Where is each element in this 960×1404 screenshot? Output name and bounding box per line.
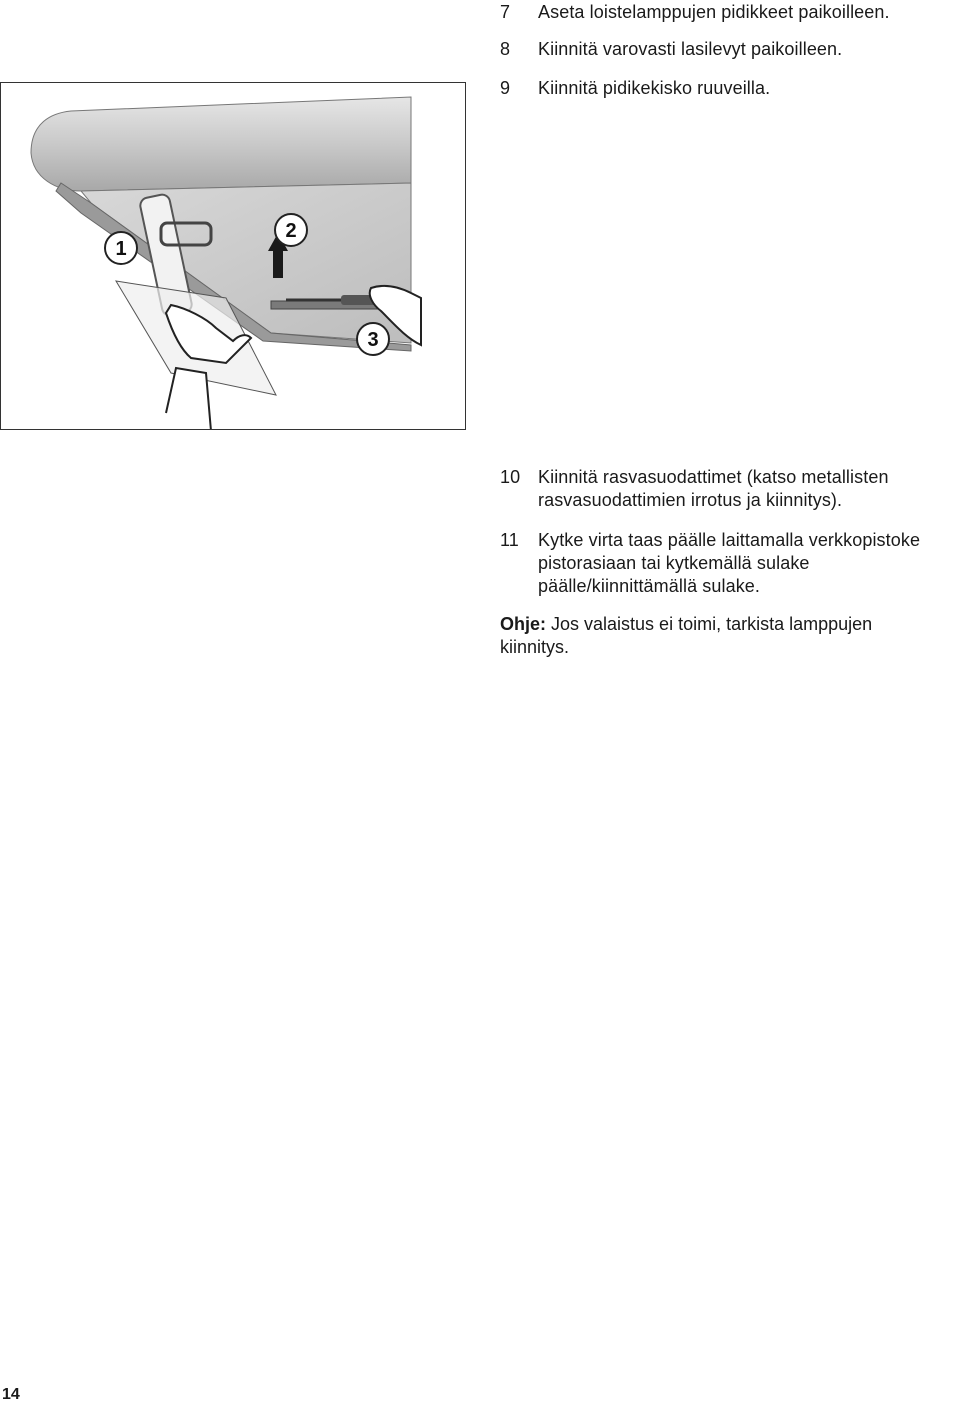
callout-3-label: 3 (367, 329, 379, 351)
note (500, 613, 940, 659)
callout-2 (275, 214, 307, 246)
step-text: Aseta loistelamppujen pidikkeet paikoilleen. (538, 2, 890, 22)
hood-installation-illustration (0, 82, 466, 430)
callout-2-label: 2 (285, 220, 297, 242)
hood-top (31, 97, 411, 191)
step-11 (500, 529, 960, 598)
step-text: Kiinnitä pidikekisko ruuveilla. (538, 78, 771, 98)
illustration-drawing (1, 83, 466, 430)
step-9 (500, 77, 960, 100)
page-number: 14 (2, 1386, 20, 1403)
step-7 (500, 1, 960, 24)
step-number: 7 (500, 2, 511, 22)
step-10 (500, 466, 960, 512)
callout-1-label: 1 (115, 238, 127, 260)
step-text: Kytke virta taas päälle laittamalla verkkopistoke pistorasiaan tai kytkemällä sulake päälle/kiinnittämällä sulake. (538, 530, 921, 596)
step-text: Kiinnitä varovasti lasilevyt paikoilleen. (538, 39, 843, 59)
callout-3 (357, 323, 389, 355)
note-text: Jos valaistus ei toimi, tarkista lamppujen kiinnitys. (500, 614, 873, 657)
step-number: 10 (500, 467, 521, 487)
step-text: Kiinnitä rasvasuodattimet (katso metallisten rasvasuodattimien irrotus ja kiinnitys). (538, 467, 889, 510)
step-number: 9 (500, 78, 511, 98)
step-8 (500, 38, 960, 61)
insert-arrow (273, 248, 283, 278)
callout-1 (105, 232, 137, 264)
step-number: 11 (500, 530, 519, 550)
step-number: 8 (500, 39, 511, 59)
note-label: Ohje: (500, 614, 547, 634)
left-arm (166, 368, 211, 430)
